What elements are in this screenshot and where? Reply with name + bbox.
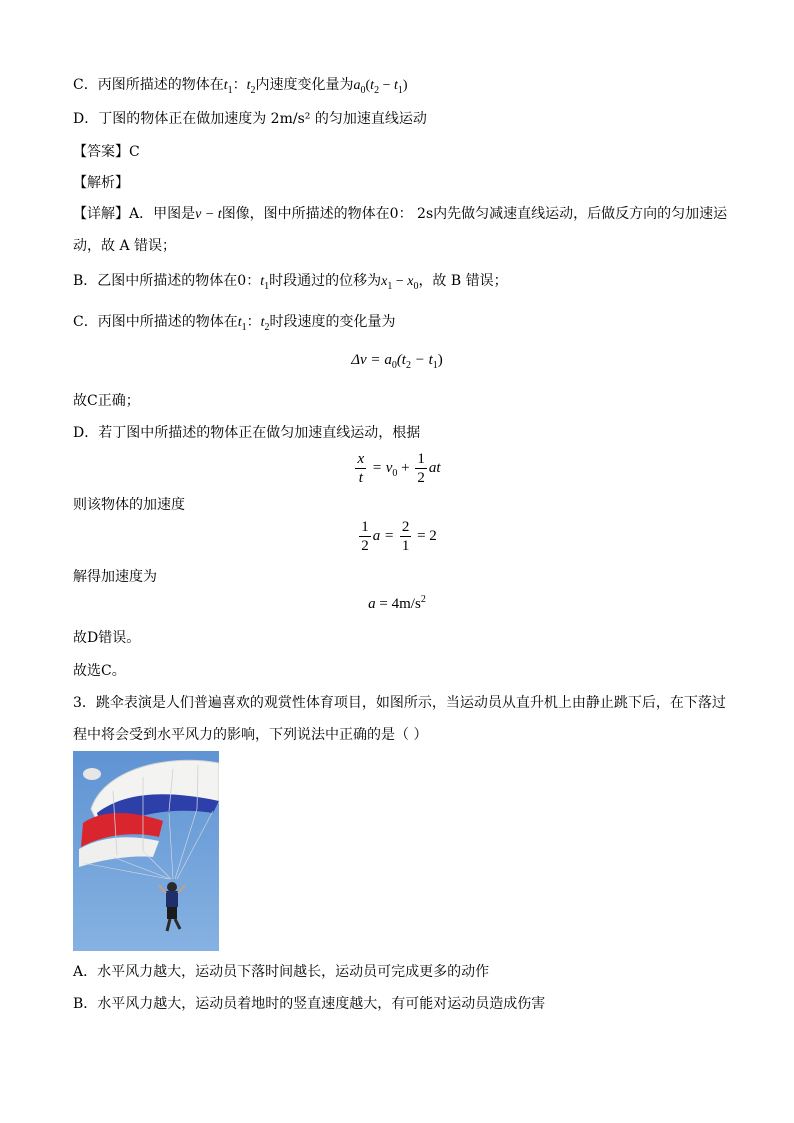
d-solve: 解得加速度为 [73,569,157,585]
answer-label: 【答案】C [73,144,140,160]
analysis-label: 【解析】 [73,175,129,191]
parachute-photo [73,751,219,951]
b-analysis: B．乙图中所描述的物体在0：$t_1$时段通过的位移为$x_1 - x_0$，故 B 错误； [73,273,508,292]
c-formula: $\Delta v = a_0(t_2 - t_1)$ [351,352,443,371]
c-conclusion: 故C正确； [73,393,140,409]
q3-stem-line-2: 程中将会受到水平风力的影响，下列说法中正确的是（ ） [73,727,428,743]
option-d: D．丁图的物体正在做加速度为 2m/s² 的匀加速直线运动 [73,111,427,127]
option-c: C．丙图所描述的物体在$t_1$：$t_2$内速度变化量为$a_0(t_2 - t_1)$ [73,77,408,96]
d-formula: $\frac{x}{t}$ = $v_0$ + $\frac{1}{2}$ at [357,451,441,486]
d-conclusion: 故D错误。 [73,630,141,646]
detail-line-2: 动，故 A 错误； [73,238,177,254]
d-then: 则该物体的加速度 [73,497,185,513]
q3-stem-line-1: 3．跳伞表演是人们普遍喜欢的观赏性体育项目，如图所示，当运动员从直升机上由静止跳下后，在下落过 [73,695,726,711]
d-formula-2: $\frac{1}{2}$ a = $\frac{2}{1}$ = 2 [361,519,437,554]
detail-line-1: 【详解】A．甲图是v − t图像，图中所描述的物体在0： 2s内先做匀减速直线运动，后做反方向的匀加速运 [73,206,728,222]
c-analysis: C．丙图中所描述的物体在$t_1$：$t_2$时段速度的变化量为 [73,314,396,333]
d-formula-3: $a = 4m/s^2$ [368,594,426,612]
final-choice: 故选C。 [73,663,126,679]
q3-option-b: B．水平风力越大，运动员着地时的竖直速度越大，有可能对运动员造成伤害 [73,996,546,1012]
q3-option-a: A．水平风力越大，运动员下落时间越长，运动员可完成更多的动作 [73,964,490,980]
d-analysis: D．若丁图中所描述的物体正在做匀加速直线运动，根据 [73,425,421,441]
